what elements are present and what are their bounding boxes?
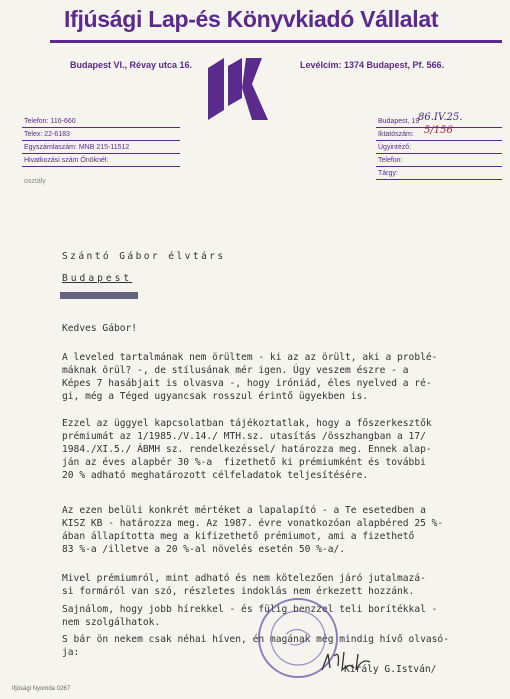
recipient-name: Szántó Gábor élvtárs xyxy=(62,251,226,262)
department-field: osztály xyxy=(24,178,46,185)
field-line xyxy=(22,140,180,141)
field-line xyxy=(22,153,180,154)
paragraph-4: Mivel prémiumról, mint adható és nem kötelezően járó jutalmazá- si formáról van szó, részletes indoklás nem érkezett hozzánk. xyxy=(62,573,426,597)
file-number-label: Iktatószám: xyxy=(378,131,414,138)
paragraph-1: A leveled tartalmának nem örültem - ki az az örült, aki a problé- máknak örül? -, de stílusának mér igen. Úgy veszem észre - a Képes 7 hasábjait is olvasva -, hogy iróniád, éles nyelved a ré- gi, még a Téged ugyancsak rosszul érintő ügyekben is. xyxy=(62,352,438,402)
phone-label: Telefon: xyxy=(378,157,403,164)
address-left: Budapest VI., Révay utca 16. xyxy=(70,60,193,70)
telex-field: Telex: 22-6183 xyxy=(24,131,70,138)
subject-label: Tárgy: xyxy=(378,170,398,177)
field-line xyxy=(376,153,502,154)
salutation: Kedves Gábor! xyxy=(62,323,138,334)
date-label: Budapest, 19 xyxy=(378,118,420,125)
paragraph-2: Ezzel az üggyel kapcsolatban tájékoztatlak, hogy a főszerkesztők prémiumát az 1/1985./V.14./ MTH.sz. utasítás /összhangban a 17/ 1984./XI.5./ ÁBMH sz. rendelkezéssel/ határozza meg. Ennek alap- ján az éves alapbér 30 %-a fizethető ki prémiumként és további 20 % adható meghatározott célfeladatok teljesítésére. xyxy=(62,418,432,481)
date-value: 86.IV.25. xyxy=(418,112,463,123)
phone-field: Telefon: 116-660 xyxy=(24,118,76,125)
company-logo-icon xyxy=(208,58,272,120)
header-rule xyxy=(50,40,502,43)
paragraph-3: Az ezen belüli konkrét mértéket a lapalapító - a Te esetedben a KISZ KB - határozza meg. Az 1987. évre vonatkozóan alapbéred 25 %- ában állapította meg a kifizethető prémiumot, ami a fizethető 83 %-a /illetve a 20 %-al növelés esetén 50 %-a/. xyxy=(62,505,444,555)
address-right: Levélcím: 1374 Budapest, Pf. 566. xyxy=(300,60,445,70)
field-line xyxy=(376,166,502,167)
signature-name: Király G.István/ xyxy=(344,664,437,675)
paragraph-6: S bár ön nekem csak néhai híven, én magának még mindig hívő olvasó- ja: xyxy=(62,634,449,658)
field-line xyxy=(22,127,180,128)
recipient-city: Budapest xyxy=(62,273,133,284)
field-line xyxy=(376,140,502,141)
printer-footer: Ifjúsági Nyomda 0267 xyxy=(12,686,71,692)
account-field: Egyszámlaszám: MNB 215-11512 xyxy=(24,144,130,151)
file-number-value: 5/156 xyxy=(424,125,453,136)
paragraph-5: Sajnálom, hogy jobb hírekkel - és fülig benzzel teli borítékkal - nem szolgálhatok. xyxy=(62,604,438,628)
handler-label: Ügyintéző: xyxy=(378,144,412,151)
field-line xyxy=(376,179,502,180)
redacted-address xyxy=(60,292,138,299)
reference-field: Hivatkozási szám Önöknél: xyxy=(24,157,109,164)
field-line xyxy=(22,166,180,167)
company-name: Ifjúsági Lap-és Könyvkiadó Vállalat xyxy=(64,6,439,32)
